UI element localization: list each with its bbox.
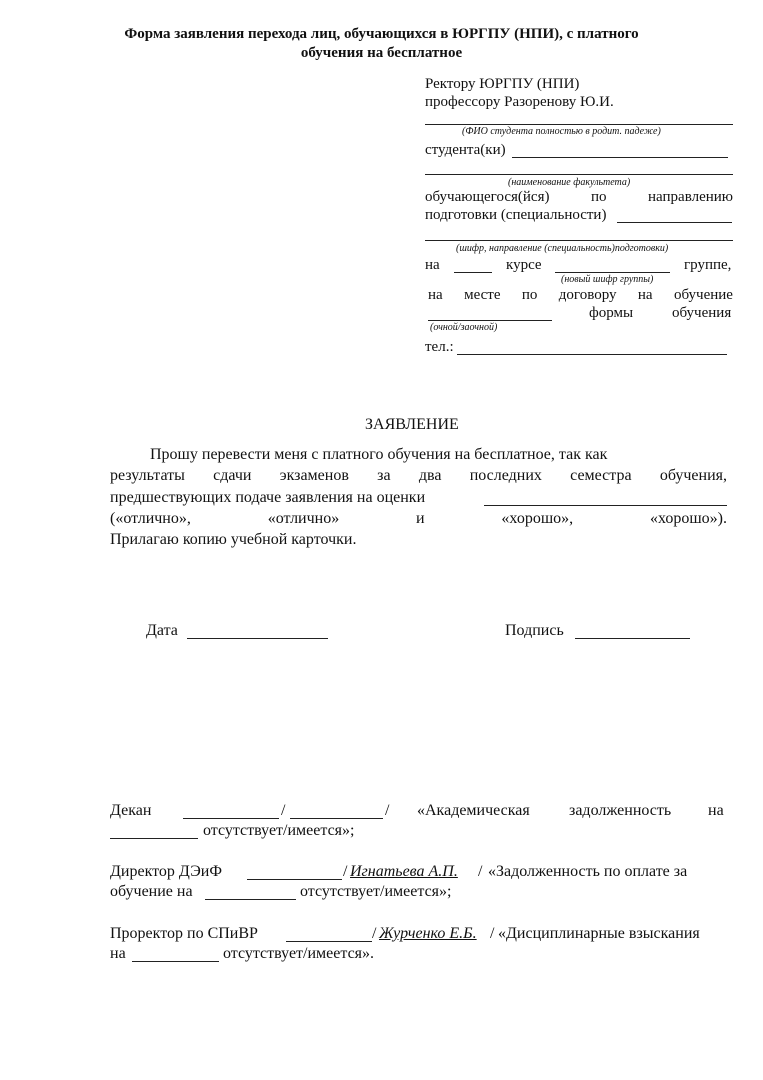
spec-line <box>425 240 733 241</box>
studying-word3: направлению <box>648 189 733 205</box>
student-label: студента(ки) <box>425 142 506 158</box>
forms-label: формы <box>589 305 634 321</box>
dean-sign-line <box>183 818 279 819</box>
director-sign-line <box>247 879 342 880</box>
director-line2b: отсутствует/имеется»; <box>300 883 452 900</box>
prorector-name: Журченко Е.Б. <box>379 925 477 942</box>
slash: / <box>385 802 390 819</box>
prorector-sign-line <box>286 941 372 942</box>
fio-line <box>425 124 733 125</box>
dean-line2: отсутствует/имеется»; <box>203 822 355 839</box>
place-word: на <box>428 287 443 303</box>
hint-group: (новый шифр группы) <box>561 274 654 285</box>
signature-label: Подпись <box>505 622 564 639</box>
prep-line <box>617 222 732 223</box>
place-word: договору <box>558 287 617 303</box>
slash: / <box>478 863 483 880</box>
slash: / <box>343 863 348 880</box>
slash: / <box>372 925 377 942</box>
hint-spec: (шифр, направление (специальность)подготовки) <box>456 243 669 254</box>
prorector-line2b: отсутствует/имеется». <box>223 945 375 962</box>
group-label: группе, <box>684 257 732 273</box>
tel-label: тел.: <box>425 339 454 355</box>
prorector-label: Проректор по СПиВР <box>110 925 258 942</box>
hint-faculty: (наименование факультета) <box>508 177 631 188</box>
grade-item: «хорошо»). <box>649 510 727 527</box>
grade-item: «хорошо», <box>501 510 574 527</box>
course-label: курсе <box>506 257 542 273</box>
faculty-line <box>425 174 733 175</box>
place-word: обучение <box>673 287 733 303</box>
dean-label: Декан <box>110 802 152 819</box>
director-name: Игнатьева А.П. <box>350 863 458 880</box>
signature-line <box>575 638 690 639</box>
prorector-text: «Дисциплинарные взыскания <box>498 925 700 942</box>
grade-item: «отлично» <box>267 510 340 527</box>
group-line <box>555 272 670 273</box>
form-line <box>428 320 552 321</box>
director-text: «Задолженность по оплате за <box>488 863 688 880</box>
hint-fio: (ФИО студента полностью в родит. падеже) <box>462 126 661 137</box>
course-line <box>454 272 492 273</box>
dean-word3: на <box>708 802 724 819</box>
on-label: на <box>425 257 440 273</box>
prep-label: подготовки (специальности) <box>425 207 607 223</box>
studies-label: обучения <box>672 305 732 321</box>
studying-row <box>425 189 733 206</box>
statement-line1: Прошу перевести меня с платного обучения на бесплатное, так как <box>150 446 608 463</box>
place-row <box>428 287 733 304</box>
form-title-line2: обучения на бесплатное <box>300 45 463 61</box>
addressee-rector: Ректору ЮРГПУ (НПИ) <box>425 76 580 92</box>
prorector-debt-line <box>132 961 219 962</box>
place-word: по <box>521 287 538 303</box>
director-debt-line <box>205 899 296 900</box>
student-line <box>512 157 728 158</box>
grade-item: («отлично», <box>110 510 191 527</box>
director-label: Директор ДЭиФ <box>110 863 222 880</box>
grades-line <box>484 505 727 506</box>
statement-line5: Прилагаю копию учебной карточки. <box>110 531 357 548</box>
place-word: на <box>637 287 653 303</box>
grades-row <box>110 510 727 528</box>
dean-name-line <box>290 818 383 819</box>
grade-item: и <box>416 510 425 527</box>
date-label: Дата <box>146 622 178 639</box>
director-line2a: обучение на <box>110 883 193 900</box>
tel-line <box>457 354 727 355</box>
statement-line3: предшествующих подаче заявления на оценки <box>110 489 426 506</box>
dean-debt-line <box>110 838 198 839</box>
dean-word2: задолженность <box>569 802 672 819</box>
hint-form: (очной/заочной) <box>430 322 498 333</box>
prorector-line2a: на <box>110 945 126 962</box>
statement-heading: ЗАЯВЛЕНИЕ <box>365 416 459 433</box>
dean-quote: «Академическая <box>417 802 530 819</box>
date-line <box>187 638 328 639</box>
form-title-line1: Форма заявления перехода лиц, обучающихся в ЮРГПУ (НПИ), с платного <box>124 26 639 42</box>
studying-word1: обучающегося(йся) <box>425 189 550 205</box>
slash: / <box>490 925 495 942</box>
place-word: месте <box>464 287 501 303</box>
slash: / <box>281 802 286 819</box>
statement-line2: результаты сдачи экзаменов за два последних семестра обучения, <box>110 467 727 484</box>
addressee-professor: профессору Разоренову Ю.И. <box>425 94 614 110</box>
studying-word2: по <box>590 189 607 205</box>
